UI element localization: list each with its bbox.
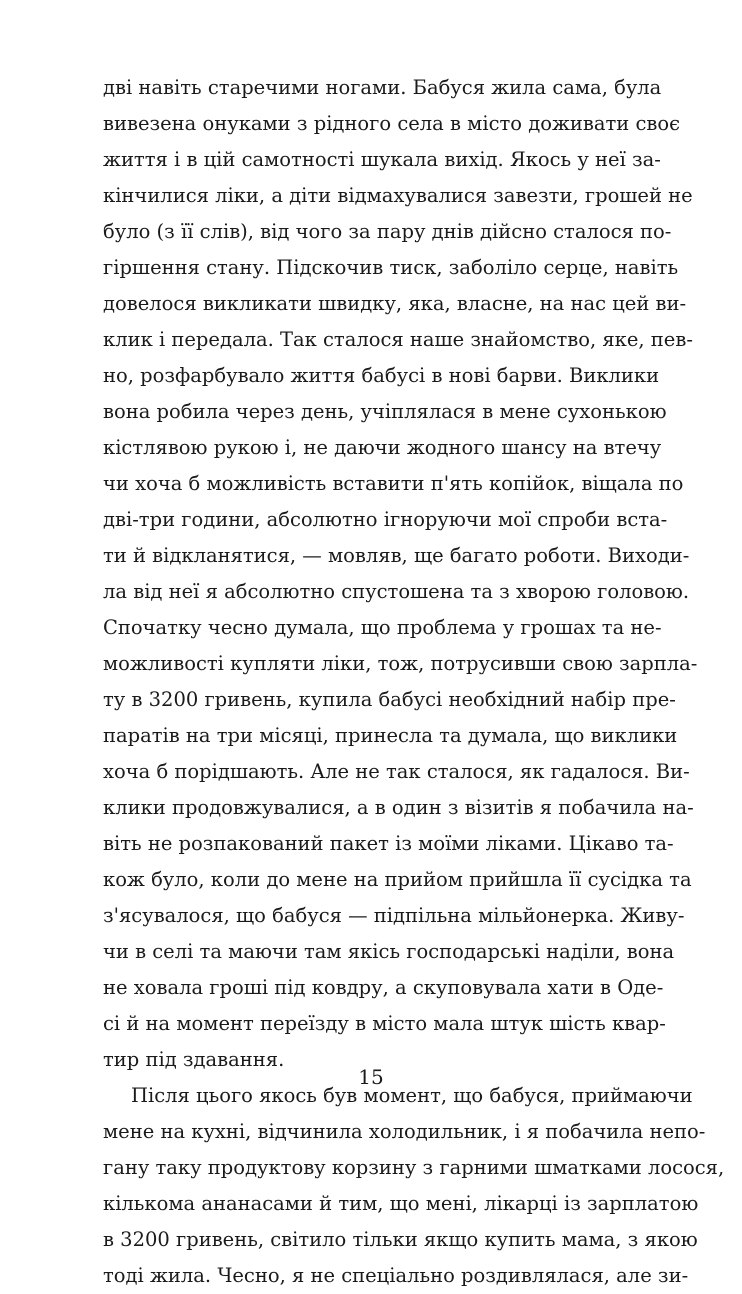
text-line: ти й відкланятися, — мовляв, ще багато роботи. Виходи- — [103, 544, 690, 567]
text-line: не ховала гроші під ковдру, а скуповувала хати в Оде- — [103, 976, 664, 999]
paragraph-1 — [103, 70, 698, 1078]
text-line: ла від неї я абсолютно спустошена та з хворою головою. — [103, 580, 690, 603]
text-line: дві навіть старечими ногами. Бабуся жила сама, була — [103, 76, 662, 99]
text-line: мене на кухні, відчинила холодильник, і я побачила непо- — [103, 1120, 706, 1143]
text-line: життя і в цій самотності шукала вихід. Якось у неї за- — [103, 148, 661, 171]
text-line: було (з її слів), від чого за пару днів дійсно сталося по- — [103, 220, 672, 243]
text-line: дві-три години, абсолютно ігноруючи мої спроби вста- — [103, 508, 668, 531]
text-line: клики продовжувалися, а в один з візитів я побачила на- — [103, 796, 694, 819]
text-line: довелося викликати швидку, яка, власне, на нас цей ви- — [103, 292, 687, 315]
text-line: чи хоча б можливість вставити п'ять копійок, віщала по — [103, 472, 684, 495]
text-line: ту в 3200 гривень, купила бабусі необхідний набір пре- — [103, 688, 676, 711]
text-line: тир під здавання. — [103, 1048, 285, 1071]
text-line: кістлявою рукою і, не даючи жодного шансу на втечу — [103, 436, 662, 459]
text-line: кож було, коли до мене на прийом прийшла її сусідка та — [103, 868, 692, 891]
text-line: чи в селі та маючи там якісь господарські наділи, вона — [103, 940, 675, 963]
text-line: Після цього якось був момент, що бабуся, приймаючи — [131, 1084, 693, 1107]
text-line: в 3200 гривень, світило тільки якщо купить мама, з якою — [103, 1228, 698, 1251]
text-line: но, розфарбувало життя бабусі в нові барви. Виклики — [103, 364, 660, 387]
body-text — [103, 70, 725, 1294]
text-line: можливості купляти ліки, тож, потрусивши свою зарпла- — [103, 652, 698, 675]
text-line: тоді жила. Чесно, я не спеціально роздивлялася, але зи- — [103, 1264, 689, 1287]
text-line: сі й на момент переїзду в місто мала штук шість квар- — [103, 1012, 666, 1035]
text-line: кількома ананасами й тим, що мені, лікарці із зарплатою — [103, 1192, 699, 1215]
text-line: вивезена онуками з рідного села в місто доживати своє — [103, 112, 681, 135]
text-line: віть не розпакований пакет із моїми ліками. Цікаво та- — [103, 832, 674, 855]
text-line: паратів на три місяці, принесла та думала, що виклики — [103, 724, 678, 747]
text-line: Спочатку чесно думала, що проблема у грошах та не- — [103, 616, 662, 639]
text-line: вона робила через день, учіплялася в мене сухонькою — [103, 400, 667, 423]
text-line: гану таку продуктову корзину з гарними шматками лосося, — [103, 1156, 725, 1179]
text-line: кінчилися ліки, а діти відмахувалися завезти, грошей не — [103, 184, 693, 207]
text-line: гіршення стану. Підскочив тиск, заболіло серце, навіть — [103, 256, 679, 279]
text-line: з'ясувалося, що бабуся — підпільна мільйонерка. Живу- — [103, 904, 685, 927]
page-number: 15 — [358, 1065, 384, 1089]
paragraph-2 — [103, 1078, 725, 1294]
text-line: клик і передала. Так сталося наше знайомство, яке, пев- — [103, 328, 693, 351]
text-line: хоча б порідшають. Але не так сталося, як гадалося. Ви- — [103, 760, 690, 783]
